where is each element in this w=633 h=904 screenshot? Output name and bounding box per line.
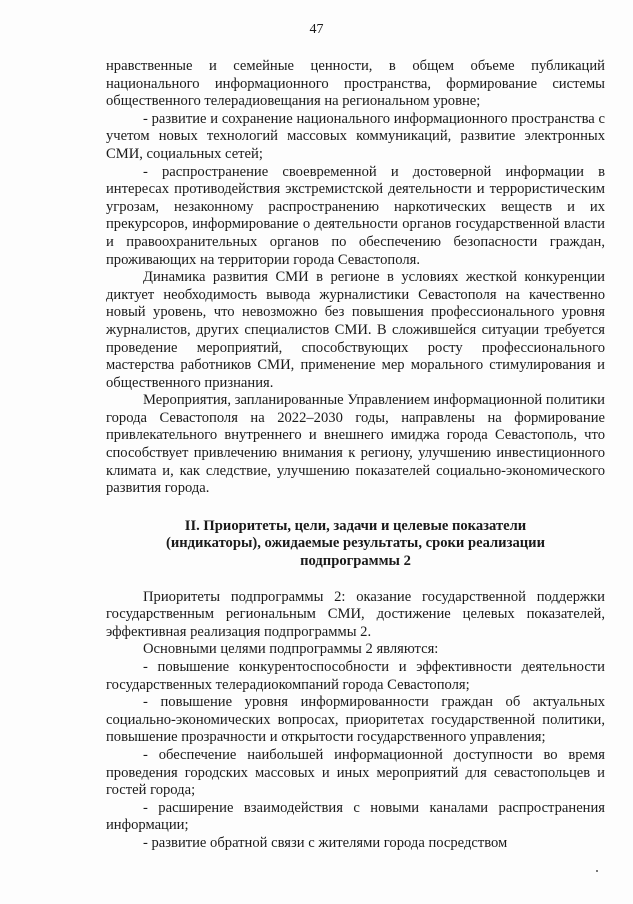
- section-heading: [106, 518, 605, 571]
- section-heading-line: подпрограммы 2: [300, 553, 411, 570]
- list-item: - обеспечение наибольшей информационной доступности во время проведения городских массовых и иных мероприятий для севастопольцев и гостей города;: [106, 746, 605, 799]
- paragraph: Основными целями подпрограммы 2 являются:: [143, 641, 439, 658]
- list-item: - повышение конкурентоспособности и эффективности деятельности государственных телерадиокомпаний города Севастополя;: [106, 659, 605, 693]
- list-item: - расширение взаимодействия с новыми каналами распространения информации;: [106, 799, 605, 834]
- scan-artifact: [596, 870, 598, 872]
- paragraph: Динамика развития СМИ в регионе в условиях жесткой конкуренции диктует необходимость вывода журналистики Севастополя на качественно новый уровень, что невозможно без повышения профессионального уровня журналистов, других специалистов СМИ. В сложившейся ситуации требуется проведение мероприятий, способствующих росту профессионального мастерства работников СМИ, применение мер морального стимулирования и общественного признания.: [106, 269, 605, 391]
- document-body: [106, 58, 605, 853]
- section-heading-line: (индикаторы), ожидаемые результаты, сроки реализации: [166, 535, 545, 552]
- paragraph: нравственные и семейные ценности, в общем объеме публикаций национального информационного пространства, формирование системы общественного телерадиовещания на региональном уровне;: [106, 58, 605, 110]
- list-item: - распространение своевременной и достоверной информации в интересах противодействия экстремистской деятельности и террористическим угрозам, незаконному распространению наркотических веществ и их прекурсоров, информирование о деятельности органов государственной власти и правоохранительных органов по обеспечению безопасности граждан, проживающих на территории города Севастополя.: [106, 163, 605, 268]
- page-number: 47: [309, 22, 324, 37]
- list-item: - развитие и сохранение национального информационного пространства с учетом новых технологий массовых коммуникаций, развитие электронных СМИ, социальных сетей;: [106, 110, 605, 162]
- paragraph: Мероприятия, запланированные Управлением информационной политики города Севастополя на 2022–2030 годы, направлены на формирование привлекательного внутреннего и внешнего имиджа города Севастополь, что способствует привлечению внимания к региону, улучшению инвестиционного климата и, как следствие, улучшению показателей социально-экономического развития города.: [106, 392, 605, 497]
- section-heading-line: II. Приоритеты, цели, задачи и целевые показатели: [184, 517, 527, 534]
- paragraph: Приоритеты подпрограммы 2: оказание государственной поддержки государственным региональным СМИ, достижение целевых показателей, эффективная реализация подпрограммы 2.: [106, 588, 605, 640]
- list-item: - развитие обратной связи с жителями города посредством: [143, 834, 508, 851]
- list-item: - повышение уровня информированности граждан об актуальных социально-экономических вопросах, приоритетах государственной политики, повышение прозрачности и открытости государственного управления;: [106, 694, 605, 746]
